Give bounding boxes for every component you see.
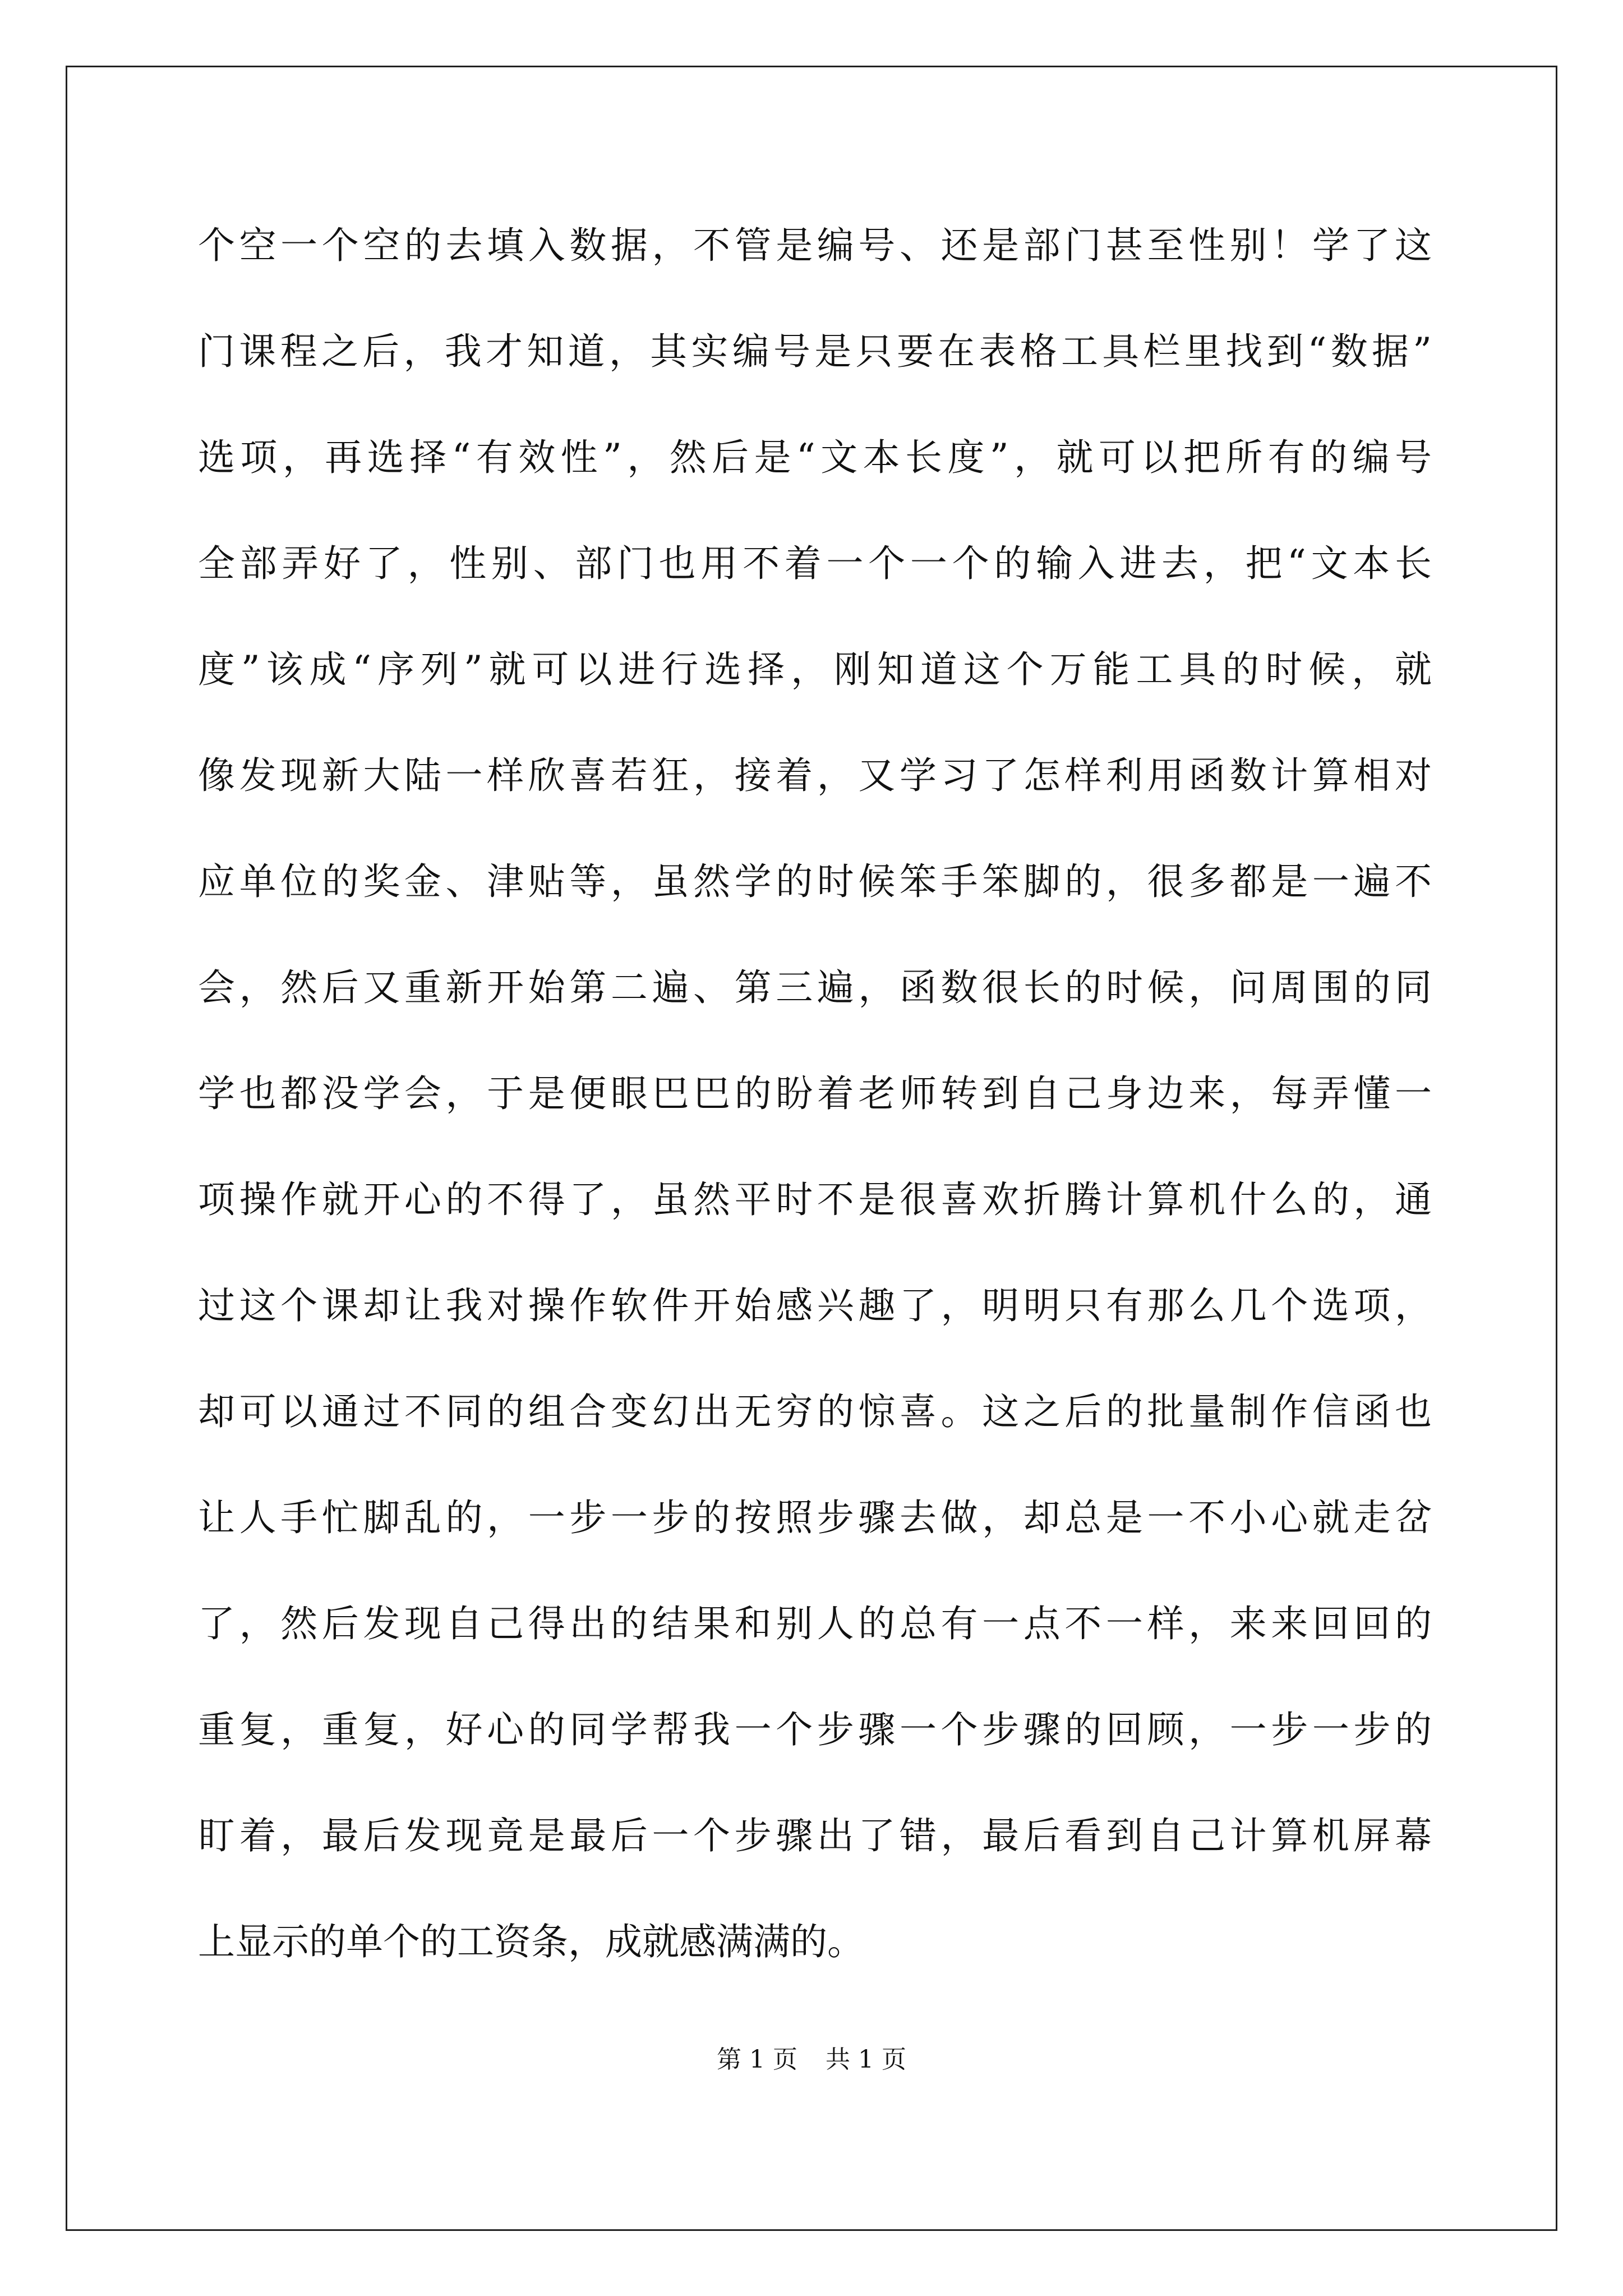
page-number: 第 1 页 (717, 2045, 797, 2074)
text-line: 让人手忙脚乱的，一步一步的按照步骤去做，却总是一不小心就走岔 (198, 1496, 1432, 1539)
text-line: 度”该成“序列”就可以进行选择，刚知道这个万能工具的时候，就 (198, 648, 1432, 691)
text-line: 门课程之后，我才知道，其实编号是只要在表格工具栏里找到“数据” (198, 330, 1432, 373)
text-line: 全部弄好了，性别、部门也用不着一个一个的输入进去，把“文本长 (198, 542, 1432, 585)
text-line: 个空一个空的去填入数据，不管是编号、还是部门甚至性别！学了这 (198, 224, 1432, 267)
text-line: 应单位的奖金、津贴等，虽然学的时候笨手笨脚的，很多都是一遍不 (198, 860, 1432, 903)
text-line: 会，然后又重新开始第二遍、第三遍，函数很长的时候，问周围的同 (198, 966, 1432, 1009)
text-line: 却可以通过不同的组合变幻出无穷的惊喜。这之后的批量制作信函也 (198, 1390, 1432, 1433)
page-footer (0, 2039, 1623, 2075)
text-line: 上显示的单个的工资条，成就感满满的。 (198, 1920, 864, 1963)
text-line: 盯着，最后发现竟是最后一个步骤出了错，最后看到自己计算机屏幕 (198, 1814, 1432, 1857)
page-count: 共 1 页 (826, 2045, 906, 2074)
text-line: 重复，重复，好心的同学帮我一个步骤一个步骤的回顾，一步一步的 (198, 1708, 1432, 1751)
text-line: 选项，再选择“有效性”，然后是“文本长度”，就可以把所有的编号 (198, 436, 1432, 479)
text-line: 学也都没学会，于是便眼巴巴的盼着老师转到自己身边来，每弄懂一 (198, 1072, 1432, 1115)
text-line: 像发现新大陆一样欣喜若狂，接着，又学习了怎样利用函数计算相对 (198, 754, 1432, 797)
text-line: 了，然后发现自己得出的结果和别人的总有一点不一样，来来回回的 (198, 1602, 1432, 1645)
text-line: 过这个课却让我对操作软件开始感兴趣了，明明只有那么几个选项， (198, 1284, 1432, 1327)
text-line: 项操作就开心的不得了，虽然平时不是很喜欢折腾计算机什么的，通 (198, 1178, 1432, 1221)
